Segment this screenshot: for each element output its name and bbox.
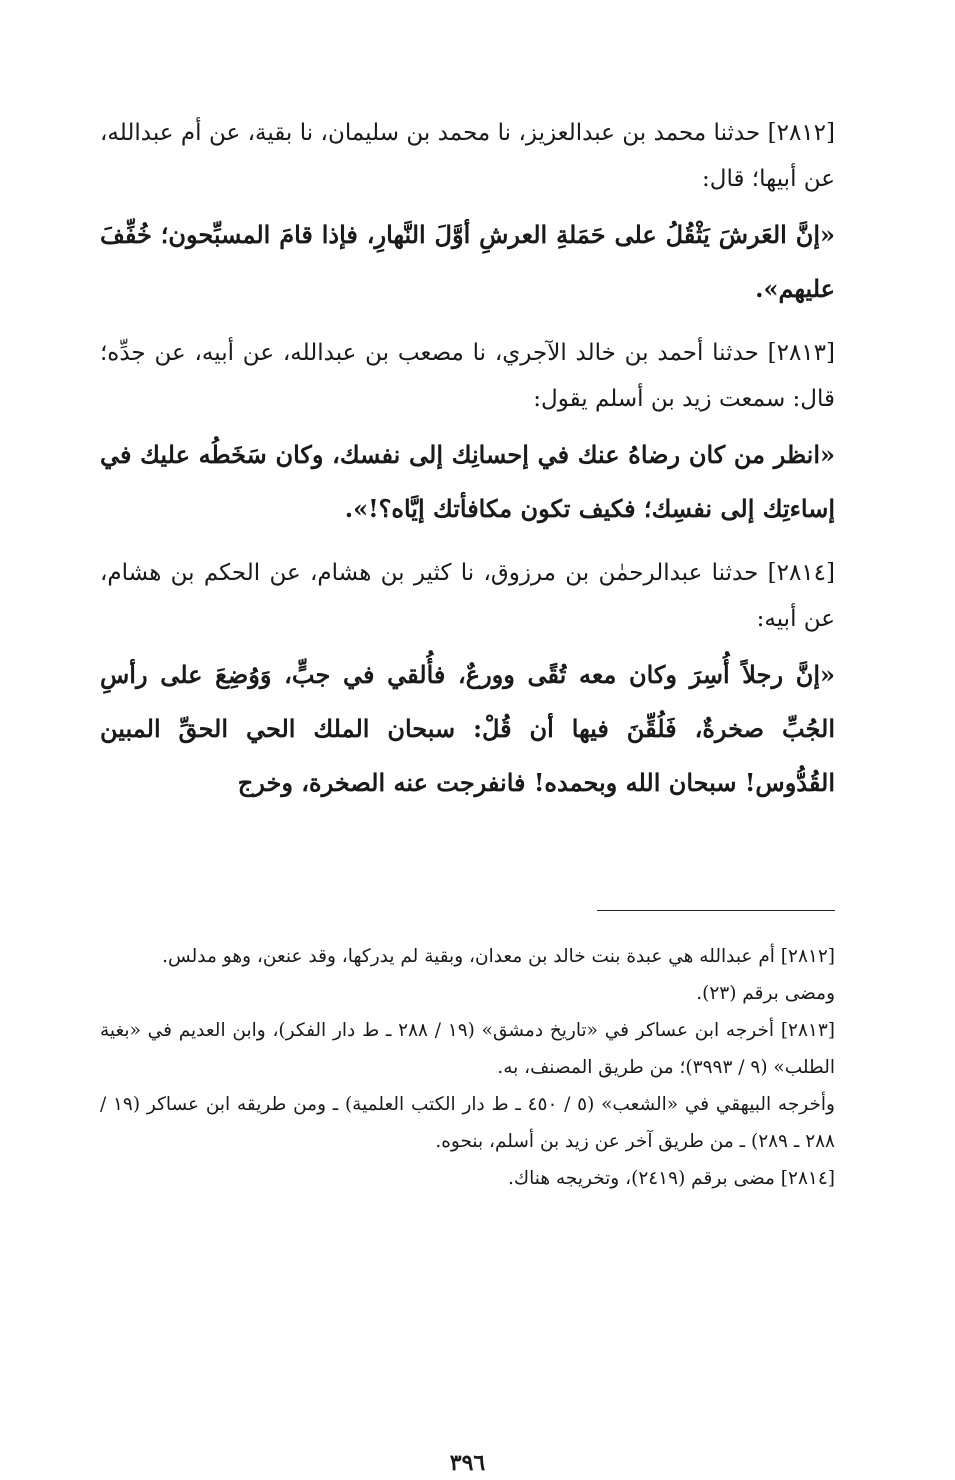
footnote: [٢٨١٢] أم عبدالله هي عبدة بنت خالد بن معدان، وبقية لم يدركها، وقد عنعن، وهو مدلس.	[162, 946, 835, 967]
book-page	[100, 110, 836, 1476]
footnote: ومضى برقم (٢٣).	[696, 983, 835, 1004]
entry-2812	[100, 110, 835, 316]
narration-text: [٢٨١٣] حدثنا أحمد بن خالد الآجري، نا مصعب بن عبدالله، عن أبيه، عن جدِّه؛ قال: سمعت زيد بن أسلم يقول:	[100, 340, 835, 412]
quote-text: «إنَّ رجلاً أُسِرَ وكان معه تُقًى وورعٌ، فأُلقي في جبٍّ، وَوُضِعَ على رأسِ الجُبِّ صخرةٌ، فَلُقِّنَ فيها أن قُلْ: سبحان الملك الحي الحقِّ المبين القُدُّوس! سبحان الله وبحمده! فانفرجت عنه الصخرة، وخرج	[100, 660, 835, 797]
narration-text: [٢٨١٢] حدثنا محمد بن عبدالعزيز، نا محمد بن سليمان، نا بقية، عن أم عبدالله، عن أبيها؛ قال:	[100, 120, 835, 192]
page-number: ٣٩٦	[449, 1450, 486, 1476]
entry-2814	[100, 550, 835, 810]
entry-2813	[100, 330, 835, 536]
quote-text: «إنَّ العَرشَ يَثْقُلُ على حَمَلةِ العرشِ أوَّلَ النَّهارِ، فإذا قامَ المسبِّحون؛ خُفِّفَ عليهم».	[100, 220, 835, 303]
quote-text: «انظر من كان رضاهُ عنك في إحسانِك إلى نفسك، وكان سَخَطُه عليك في إساءتِك إلى نفسِك؛ فكيف تكون مكافأتك إيَّاه؟!».	[100, 440, 835, 523]
footnote: [٢٨١٣] أخرجه ابن عساكر في «تاريخ دمشق» (١٩ / ٢٨٨ ـ ط دار الفكر)، وابن العديم في «بغية الطلب» (٩ / ٣٩٩٣)؛ من طريق المصنف، به.	[100, 1020, 836, 1078]
footnotes-section	[100, 938, 835, 1197]
footnote: وأخرجه البيهقي في «الشعب» (٥ / ٤٥٠ ـ ط دار الكتب العلمية) ـ ومن طريقه ابن عساكر (١٩ / ٢٨٨ ـ ٢٨٩) ـ من طريق آخر عن زيد بن أسلم، بنحوه.	[100, 1094, 835, 1152]
footnote-divider	[597, 910, 835, 911]
narration-text: [٢٨١٤] حدثنا عبدالرحمٰن بن مرزوق، نا كثير بن هشام، عن الحكم بن هشام، عن أبيه:	[100, 560, 835, 632]
footnote: [٢٨١٤] مضى برقم (٢٤١٩)، وتخريجه هناك.	[508, 1168, 835, 1189]
